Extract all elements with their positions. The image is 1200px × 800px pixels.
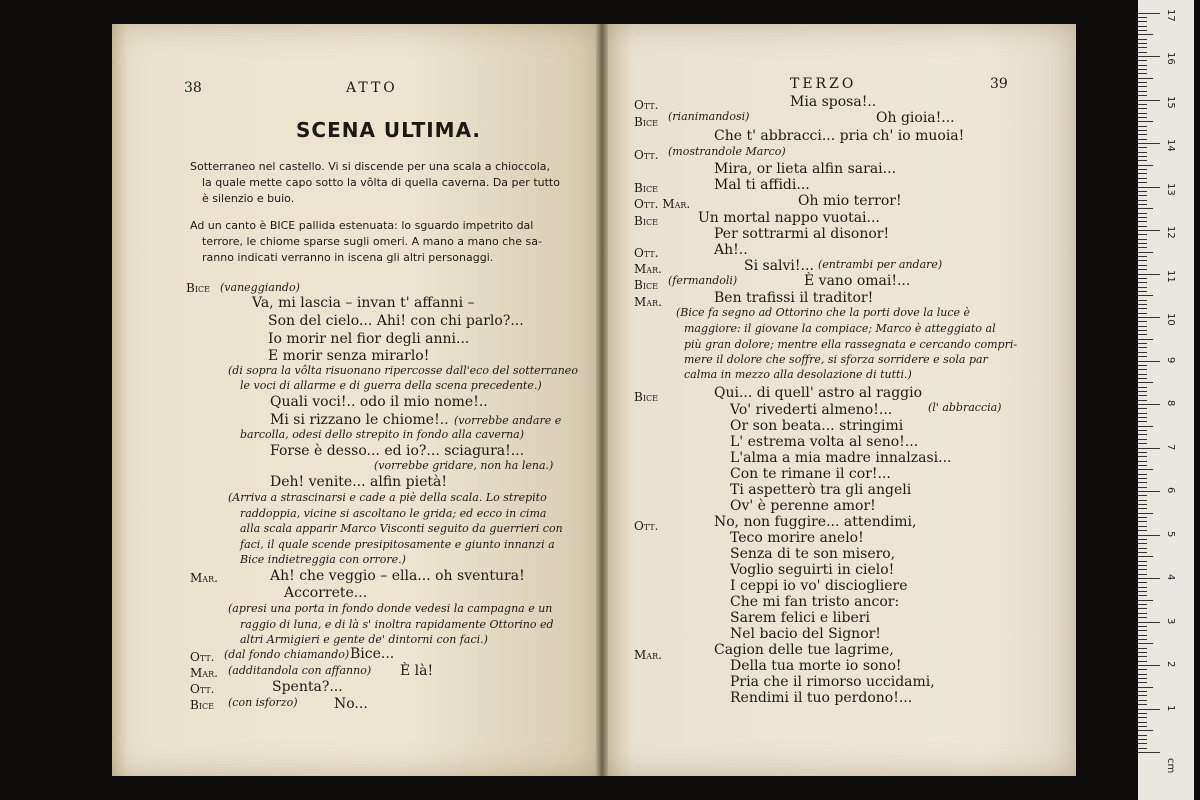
stage-direction: altri Armigieri e gente de' dintorni con faci.)	[240, 633, 488, 646]
ruler-tick	[1138, 326, 1147, 327]
ruler-tick	[1138, 635, 1147, 636]
verse-line: Teco morire anelo!	[730, 530, 864, 546]
speaker-label: Ott.	[634, 148, 659, 162]
stage-direction: barcolla, odesi dello strepito in fondo alla caverna)	[240, 428, 525, 441]
ruler-tick	[1138, 552, 1147, 553]
ruler-tick	[1138, 30, 1147, 31]
ruler-tick	[1138, 617, 1147, 618]
ruler-tick	[1138, 147, 1147, 148]
ruler-tick	[1138, 104, 1147, 105]
ruler-label: 2	[1165, 661, 1176, 668]
speaker-label: Ott.	[190, 650, 215, 664]
ruler-tick	[1138, 86, 1147, 87]
stage-direction: (con isforzo)	[228, 696, 298, 709]
ruler-tick	[1138, 674, 1147, 675]
verse-line: Mal ti affidi...	[714, 177, 810, 193]
ruler-tick	[1138, 265, 1147, 266]
ruler-tick	[1138, 726, 1147, 727]
stage-direction: terrore, le chiome sparse sugli omeri. A mano a mano che sa-	[202, 235, 542, 248]
ruler-tick	[1138, 361, 1160, 362]
ruler-tick	[1138, 548, 1147, 549]
ruler-tick	[1138, 156, 1147, 157]
ruler-tick	[1138, 530, 1147, 531]
ruler-tick	[1138, 191, 1147, 192]
ruler-tick	[1138, 113, 1147, 114]
ruler-label: 9	[1165, 356, 1176, 363]
ruler-tick	[1138, 82, 1147, 83]
ruler-tick	[1138, 648, 1147, 649]
ruler-tick	[1138, 604, 1147, 605]
ruler-tick	[1138, 347, 1147, 348]
ruler-tick	[1138, 613, 1147, 614]
ruler-tick	[1138, 278, 1147, 279]
ruler-tick	[1138, 443, 1147, 444]
stage-direction: ranno indicati verranno in iscena gli altri personaggi.	[202, 251, 494, 264]
verse-line: Ah!..	[714, 242, 748, 258]
ruler-tick	[1138, 365, 1147, 366]
ruler-tick	[1138, 504, 1147, 505]
ruler-tick	[1138, 343, 1147, 344]
ruler-label: 10	[1165, 313, 1176, 326]
ruler-tick	[1138, 339, 1153, 340]
ruler-tick	[1138, 160, 1147, 161]
verse-line: Vo' rivederti almeno!...	[730, 402, 893, 418]
left-running-header: ATTO	[346, 80, 398, 96]
ruler-label: 3	[1165, 617, 1176, 624]
ruler-label: 11	[1165, 269, 1176, 283]
ruler-tick	[1138, 722, 1147, 723]
ruler-tick	[1138, 730, 1153, 731]
measuring-ruler	[1138, 0, 1194, 800]
stage-direction: (vaneggiando)	[220, 281, 300, 294]
stage-direction: (additandola con affanno)	[228, 664, 372, 677]
ruler-tick	[1138, 700, 1147, 701]
verse-line: Voglio seguirti in cielo!	[730, 562, 895, 578]
ruler-tick	[1138, 356, 1147, 357]
ruler-tick	[1138, 117, 1147, 118]
stage-direction: più gran dolore; mentre ella rassegnata e cercando compri-	[684, 338, 1018, 351]
ruler-tick	[1138, 408, 1147, 409]
ruler-label: 8	[1165, 400, 1176, 407]
stage-direction: (apresi una porta in fondo donde vedesi la campagna e un	[228, 602, 553, 615]
ruler-label: 6	[1165, 487, 1176, 494]
verse-line: Un mortal nappo vuotai...	[698, 210, 880, 226]
verse-line: No, non fuggire... attendimi,	[714, 514, 917, 530]
ruler-tick	[1138, 126, 1147, 127]
stage-direction: (entrambi per andare)	[818, 258, 943, 271]
verse-line: Cagion delle tue lagrime,	[714, 642, 894, 658]
ruler-tick	[1138, 500, 1147, 501]
ruler-tick	[1138, 352, 1147, 353]
speaker-label: Bice	[634, 390, 658, 404]
stage-direction: (vorrebbe gridare, non ha lena.)	[374, 459, 554, 472]
verse-line: Ov' è perenne amor!	[730, 498, 876, 514]
ruler-tick	[1138, 43, 1147, 44]
ruler-label: 7	[1165, 443, 1176, 450]
ruler-tick	[1138, 491, 1160, 492]
ruler-tick	[1138, 704, 1147, 705]
verse-line: È là!	[400, 663, 434, 679]
ruler-tick	[1138, 465, 1147, 466]
stage-direction: (di sopra la vôlta risuonano ripercosse dall'eco del sotterraneo	[228, 364, 578, 377]
ruler-tick	[1138, 139, 1147, 140]
verse-line: Va, mi lascia – invan t' affanni –	[252, 295, 475, 311]
ruler-tick	[1138, 252, 1153, 253]
ruler-tick	[1138, 400, 1147, 401]
ruler-tick	[1138, 69, 1147, 70]
stage-direction: Bice indietreggia con orrore.)	[240, 553, 406, 566]
ruler-tick	[1138, 39, 1147, 40]
ruler-tick	[1138, 521, 1147, 522]
speaker-label: Mar.	[634, 262, 662, 276]
ruler-tick	[1138, 661, 1147, 662]
ruler-tick	[1138, 287, 1147, 288]
ruler-tick	[1138, 73, 1147, 74]
right-page-number: 39	[990, 76, 1008, 92]
ruler-tick	[1138, 517, 1147, 518]
stage-direction: (mostrandole Marco)	[668, 145, 786, 158]
ruler-tick	[1138, 91, 1147, 92]
ruler-tick	[1138, 600, 1153, 601]
ruler-tick	[1138, 313, 1147, 314]
ruler-tick	[1138, 682, 1147, 683]
ruler-tick	[1138, 556, 1153, 557]
stage-direction: (vorrebbe andare e	[454, 414, 562, 427]
verse-line: Della tua morte io sono!	[730, 658, 902, 674]
verse-line: Mira, or lieta alfin sarai...	[714, 161, 897, 177]
ruler-tick	[1138, 239, 1147, 240]
stage-direction: (l' abbraccia)	[928, 401, 1002, 414]
verse-line: Or son beata... stringimi	[730, 418, 904, 434]
ruler-tick	[1138, 300, 1147, 301]
stage-direction: la quale mette capo sotto la vôlta di quella caverna. Da per tutto	[202, 176, 560, 189]
ruler-tick	[1138, 226, 1147, 227]
ruler-tick	[1138, 430, 1147, 431]
ruler-tick	[1138, 717, 1147, 718]
ruler-tick	[1138, 487, 1147, 488]
speaker-label: Mar.	[634, 295, 662, 309]
ruler-tick	[1138, 456, 1147, 457]
ruler-tick	[1138, 130, 1147, 131]
verse-line: Oh mio terror!	[798, 193, 902, 209]
ruler-tick	[1138, 269, 1147, 270]
verse-line: Bice...	[350, 646, 395, 662]
book-gutter	[596, 24, 608, 776]
speaker-label: Bice	[186, 281, 210, 295]
ruler-tick	[1138, 421, 1147, 422]
ruler-tick	[1138, 243, 1147, 244]
ruler-tick	[1138, 295, 1153, 296]
ruler-tick	[1138, 217, 1147, 218]
ruler-tick	[1138, 439, 1147, 440]
ruler-tick	[1138, 574, 1147, 575]
verse-line: Deh! venite... alfin pietà!	[270, 474, 447, 490]
verse-line: Ben trafissi il traditor!	[714, 290, 874, 306]
verse-line: Son del cielo... Ahi! con chi parlo?...	[268, 313, 524, 329]
ruler-tick	[1138, 13, 1160, 14]
speaker-label: Ott.	[634, 519, 659, 533]
ruler-tick	[1138, 152, 1147, 153]
ruler-tick	[1138, 413, 1147, 414]
ruler-tick	[1138, 17, 1147, 18]
ruler-tick	[1138, 187, 1160, 188]
ruler-tick	[1138, 565, 1147, 566]
verse-line: Ah! che veggio – ella... oh sventura!	[270, 568, 525, 584]
ruler-tick	[1138, 52, 1147, 53]
ruler-label: 16	[1165, 52, 1176, 65]
ruler-tick	[1138, 474, 1147, 475]
ruler-tick	[1138, 182, 1147, 183]
ruler-tick	[1138, 26, 1147, 27]
ruler-tick	[1138, 60, 1147, 61]
verse-line: Io morir nel fior degli anni...	[268, 331, 470, 347]
verse-line: Pria che il rimorso uccidami,	[730, 674, 935, 690]
stage-direction: (Bice fa segno ad Ottorino che la porti dove la luce è	[676, 306, 971, 319]
ruler-tick	[1138, 395, 1147, 396]
ruler-tick	[1138, 143, 1160, 144]
stage-direction: raddoppia, vicine si ascoltano le grida; ed ecco in cima	[240, 507, 547, 520]
stage-direction: le voci di allarme e di guerra della scena precedente.)	[240, 379, 542, 392]
ruler-tick	[1138, 709, 1160, 710]
speaker-label: Bice	[190, 698, 214, 712]
ruler-tick	[1138, 639, 1147, 640]
verse-line: Rendimi il tuo perdono!...	[730, 690, 913, 706]
verse-line: Quali voci!.. odo il mio nome!..	[270, 394, 488, 410]
ruler-tick	[1138, 134, 1147, 135]
verse-line: Oh gioia!...	[876, 110, 955, 126]
ruler-label: 1	[1165, 704, 1176, 711]
ruler-tick	[1138, 482, 1147, 483]
ruler-tick	[1138, 748, 1147, 749]
ruler-tick	[1138, 382, 1153, 383]
ruler-tick	[1138, 591, 1147, 592]
ruler-tick	[1138, 221, 1147, 222]
ruler-tick	[1138, 495, 1147, 496]
left-page-number: 38	[184, 80, 202, 96]
ruler-tick	[1138, 260, 1147, 261]
ruler-tick	[1138, 513, 1153, 514]
ruler-unit: cm	[1165, 758, 1176, 774]
ruler-tick	[1138, 434, 1147, 435]
speaker-label: Ott.	[634, 98, 659, 112]
ruler-tick	[1138, 461, 1147, 462]
ruler-tick	[1138, 630, 1147, 631]
verse-line: L' estrema volta al seno!...	[730, 434, 919, 450]
ruler-label: 12	[1165, 226, 1176, 239]
ruler-tick	[1138, 656, 1147, 657]
ruler-tick	[1138, 78, 1153, 79]
ruler-tick	[1138, 230, 1160, 231]
stage-direction: Ad un canto è BICE pallida estenuata: lo sguardo impetrito dal	[190, 219, 534, 232]
speaker-label: Bice	[634, 278, 658, 292]
ruler-tick	[1138, 21, 1147, 22]
ruler-tick	[1138, 687, 1153, 688]
verse-line: Accorrete...	[284, 585, 368, 601]
ruler-tick	[1138, 526, 1147, 527]
ruler-tick	[1138, 543, 1147, 544]
ruler-tick	[1138, 669, 1147, 670]
ruler-tick	[1138, 752, 1160, 753]
verse-line: Sarem felici e liberi	[730, 610, 870, 626]
ruler-tick	[1138, 743, 1147, 744]
stage-direction: (fermandoli)	[668, 274, 738, 287]
speaker-label: Ott. Mar.	[634, 197, 691, 211]
ruler-tick	[1138, 478, 1147, 479]
ruler-tick	[1138, 735, 1147, 736]
right-running-header: TERZO	[790, 76, 857, 92]
ruler-tick	[1138, 391, 1147, 392]
verse-line: Forse è desso... ed io?... sciagura!...	[270, 443, 525, 459]
stage-direction: è silenzio e buio.	[202, 192, 295, 205]
verse-line: È vano omai!...	[804, 273, 911, 289]
ruler-tick	[1138, 178, 1147, 179]
stage-direction: calma in mezzo alla desolazione di tutti.)	[684, 368, 912, 381]
verse-line: E morir senza mirarlo!	[268, 348, 430, 364]
ruler-tick	[1138, 695, 1147, 696]
ruler-label: 15	[1165, 95, 1176, 109]
ruler-tick	[1138, 282, 1147, 283]
ruler-tick	[1138, 569, 1147, 570]
ruler-label: 14	[1165, 139, 1176, 152]
ruler-tick	[1138, 169, 1147, 170]
verse-line: No...	[334, 696, 368, 712]
ruler-tick	[1138, 739, 1147, 740]
ruler-tick	[1138, 321, 1147, 322]
verse-line: Mia sposa!..	[790, 94, 877, 110]
ruler-tick	[1138, 378, 1147, 379]
ruler-label: 4	[1165, 574, 1176, 581]
ruler-tick	[1138, 47, 1147, 48]
ruler-tick	[1138, 452, 1147, 453]
ruler-tick	[1138, 317, 1160, 318]
ruler-tick	[1138, 330, 1147, 331]
verse-line: Ti aspetterò tra gli angeli	[730, 482, 912, 498]
ruler-tick	[1138, 678, 1147, 679]
ruler-tick	[1138, 582, 1147, 583]
verse-line: Spenta?...	[272, 679, 343, 695]
ruler-tick	[1138, 195, 1147, 196]
speaker-label: Ott.	[190, 682, 215, 696]
ruler-tick	[1138, 665, 1160, 666]
ruler-tick	[1138, 626, 1147, 627]
speaker-label: Ott.	[634, 246, 659, 260]
ruler-label: 5	[1165, 530, 1176, 537]
ruler-tick	[1138, 691, 1147, 692]
scene-title: SCENA ULTIMA.	[296, 118, 482, 142]
ruler-tick	[1138, 595, 1147, 596]
ruler-tick	[1138, 108, 1147, 109]
stage-direction: (dal fondo chiamando)	[224, 648, 350, 661]
ruler-tick	[1138, 387, 1147, 388]
ruler-tick	[1138, 426, 1153, 427]
ruler-tick	[1138, 448, 1160, 449]
speaker-label: Bice	[634, 115, 658, 129]
ruler-tick	[1138, 173, 1147, 174]
speaker-label: Mar.	[190, 666, 218, 680]
ruler-tick	[1138, 121, 1153, 122]
ruler-tick	[1138, 304, 1147, 305]
ruler-tick	[1138, 65, 1147, 66]
ruler-tick	[1138, 247, 1147, 248]
verse-line: Nel bacio del Signor!	[730, 626, 881, 642]
ruler-tick	[1138, 578, 1160, 579]
ruler-tick	[1138, 100, 1160, 101]
ruler-tick	[1138, 508, 1147, 509]
ruler-tick	[1138, 535, 1160, 536]
ruler-tick	[1138, 369, 1147, 370]
ruler-tick	[1138, 643, 1153, 644]
speaker-label: Mar.	[190, 571, 218, 585]
ruler-tick	[1138, 95, 1147, 96]
verse-line: I ceppi io vo' disciogliere	[730, 578, 908, 594]
verse-line: Si salvi!...	[744, 258, 814, 274]
stage-direction: mere il dolore che soffre, si sforza sorridere e sola par	[684, 353, 988, 366]
ruler-tick	[1138, 622, 1160, 623]
speaker-label: Bice	[634, 181, 658, 195]
verse-line: Con te rimane il cor!...	[730, 466, 891, 482]
stage-direction: faci, il quale scende presipitosamente e giunto innanzi a	[240, 538, 555, 551]
stage-direction: (rianimandosi)	[668, 110, 750, 123]
stage-direction: Sotterraneo nel castello. Vi si discende per una scala a chioccola,	[190, 160, 551, 173]
ruler-tick	[1138, 561, 1147, 562]
ruler-tick	[1138, 213, 1147, 214]
ruler-label: 17	[1165, 8, 1176, 22]
ruler-tick	[1138, 608, 1147, 609]
ruler-tick	[1138, 200, 1147, 201]
ruler-tick	[1138, 234, 1147, 235]
speaker-label: Mar.	[634, 648, 662, 662]
ruler-tick	[1138, 34, 1153, 35]
verse-line: Che t' abbracci... pria ch' io muoia!	[714, 128, 965, 144]
ruler-tick	[1138, 308, 1147, 309]
stage-direction: maggiore: il giovane la compiace; Marco è atteggiato al	[684, 322, 996, 335]
verse-line: Che mi fan tristo ancor:	[730, 594, 900, 610]
ruler-tick	[1138, 587, 1147, 588]
ruler-tick	[1138, 404, 1160, 405]
ruler-tick	[1138, 713, 1147, 714]
ruler-tick	[1138, 652, 1147, 653]
stage-direction: raggio di luna, e di là s' inoltra rapidamente Ottorino ed	[240, 618, 554, 631]
ruler-tick	[1138, 291, 1147, 292]
ruler-tick	[1138, 208, 1153, 209]
stage-direction: alla scala apparir Marco Visconti seguito da guerrieri con	[240, 522, 563, 535]
ruler-tick	[1138, 539, 1147, 540]
speaker-label: Bice	[634, 214, 658, 228]
verse-line: Per sottrarmi al disonor!	[714, 226, 890, 242]
verse-line: L'alma a mia madre innalzasi...	[730, 450, 952, 466]
ruler-tick	[1138, 334, 1147, 335]
ruler-tick	[1138, 256, 1147, 257]
verse-line: Qui... di quell' astro al raggio	[714, 385, 923, 401]
verse-line: Senza di te son misero,	[730, 546, 896, 562]
ruler-tick	[1138, 374, 1147, 375]
ruler-tick	[1138, 469, 1153, 470]
ruler-tick	[1138, 165, 1153, 166]
ruler-tick	[1138, 417, 1147, 418]
ruler-label: 13	[1165, 182, 1176, 196]
verse-line: Mi si rizzano le chiome!..	[270, 412, 449, 428]
ruler-tick	[1138, 56, 1160, 57]
ruler-tick	[1138, 204, 1147, 205]
stage-direction: (Arriva a strascinarsi e cade a piè della scala. Lo strepito	[228, 491, 547, 504]
ruler-tick	[1138, 274, 1160, 275]
